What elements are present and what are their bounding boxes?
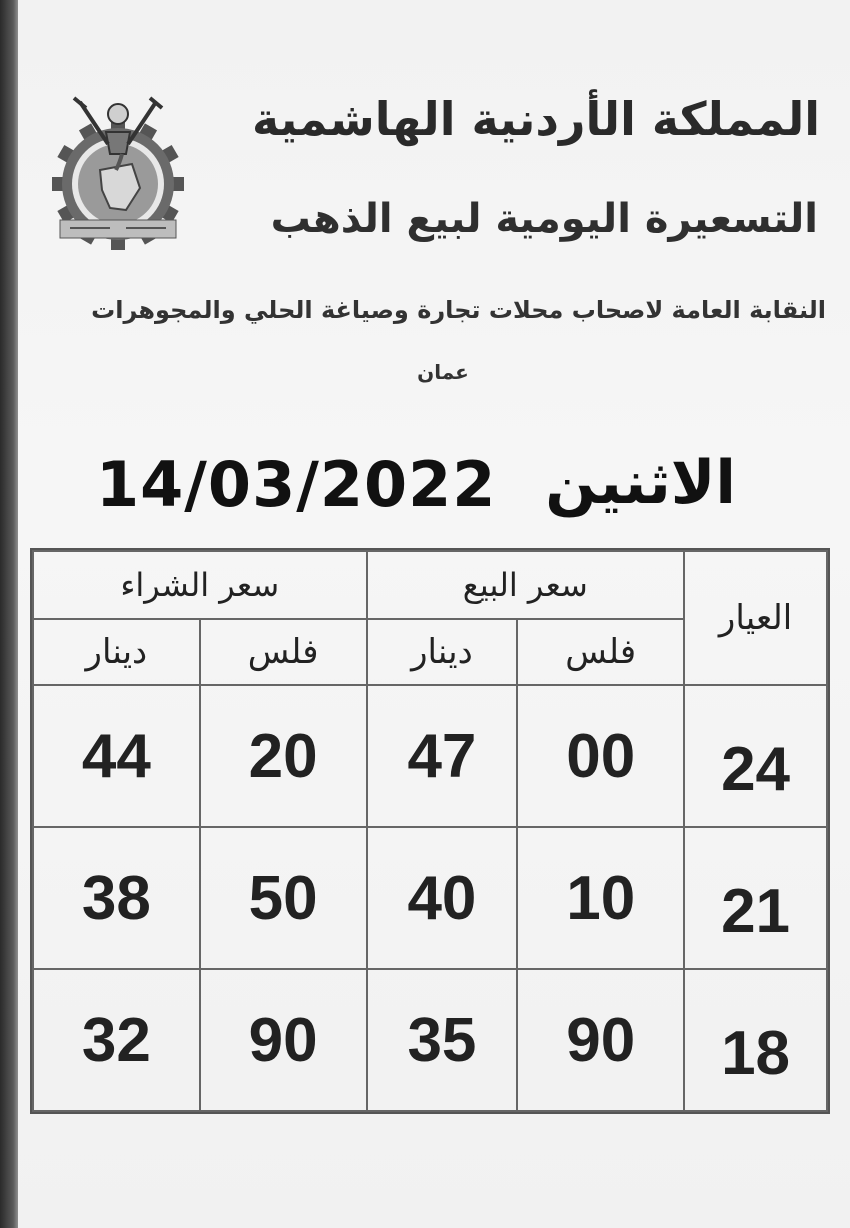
buy-fils-header: فلس	[200, 619, 367, 685]
sell-fils-cell: 00	[517, 685, 684, 827]
buy-dinar-cell: 32	[33, 969, 200, 1111]
union-name: النقابة العامة لاصحاب محلات تجارة وصياغة الحلي والمجوهرات	[91, 296, 826, 324]
price-table	[30, 548, 830, 1114]
sell-dinar-header: دينار	[367, 619, 518, 685]
buy-fils-cell: 20	[200, 685, 367, 827]
karat-header: العيار	[684, 551, 827, 685]
table-row	[33, 685, 827, 827]
city-name: عمان	[417, 360, 469, 384]
karat-cell: 18	[684, 969, 827, 1111]
buy-dinar-cell: 38	[33, 827, 200, 969]
buy-dinar-cell: 44	[33, 685, 200, 827]
sell-dinar-cell: 35	[367, 969, 518, 1111]
date-value: 14/03/2022	[96, 448, 497, 521]
sell-header: سعر البيع	[367, 551, 685, 619]
union-emblem-icon	[40, 92, 196, 252]
buy-fils-cell: 50	[200, 827, 367, 969]
sell-dinar-cell: 40	[367, 827, 518, 969]
sell-fils-header: فلس	[517, 619, 684, 685]
karat-cell: 24	[684, 685, 827, 827]
sell-fils-cell: 90	[517, 969, 684, 1111]
buy-fils-cell: 90	[200, 969, 367, 1111]
date-line	[96, 448, 736, 528]
table-header-row	[33, 551, 827, 619]
buy-header: سعر الشراء	[33, 551, 367, 619]
karat-cell: 21	[684, 827, 827, 969]
kingdom-title: المملكة الأردنية الهاشمية	[252, 92, 820, 146]
sell-dinar-cell: 47	[367, 685, 518, 827]
pricing-subtitle: التسعيرة اليومية لبيع الذهب	[270, 196, 818, 242]
price-table-grid	[32, 550, 828, 1112]
date-day: الاثنين	[545, 448, 736, 518]
table-row	[33, 827, 827, 969]
table-row	[33, 969, 827, 1111]
buy-dinar-header: دينار	[33, 619, 200, 685]
sell-fils-cell: 10	[517, 827, 684, 969]
